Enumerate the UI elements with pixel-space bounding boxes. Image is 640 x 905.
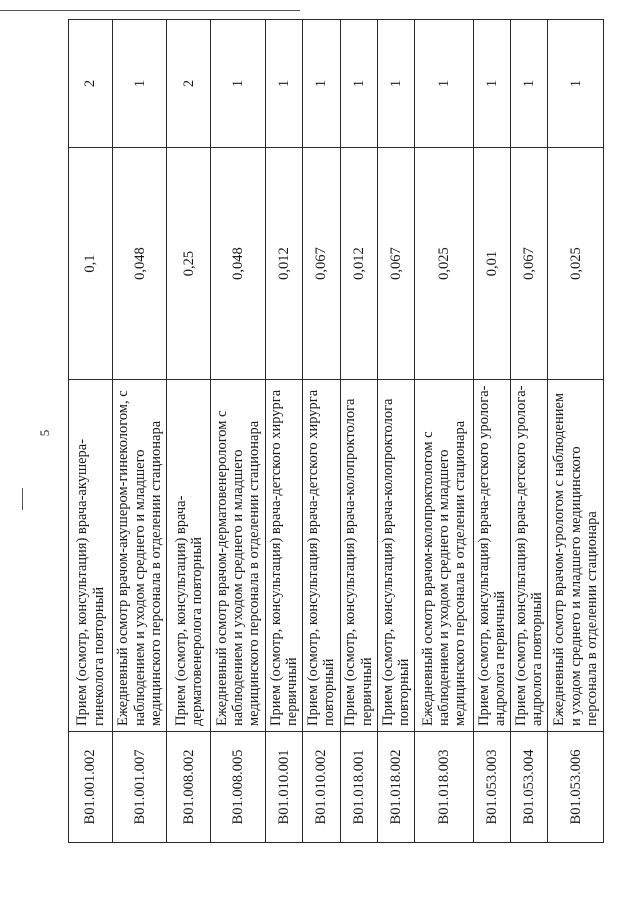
frequency-rate: 0,1: [69, 148, 113, 380]
service-code: B01.053.004: [511, 732, 548, 843]
multiplicity: 1: [211, 20, 266, 148]
service-name: Прием (осмотр, консультация) врача-детского уролога-андролога первичный: [473, 380, 510, 732]
table-row: [113, 20, 167, 843]
service-code: B01.018.003: [415, 732, 474, 843]
frequency-rate: 0,067: [377, 148, 414, 380]
service-code: B01.008.005: [211, 732, 266, 843]
multiplicity: 2: [69, 20, 113, 148]
multiplicity: 1: [303, 20, 340, 148]
table-row: [548, 20, 604, 843]
service-code: B01.053.003: [473, 732, 510, 843]
multiplicity: 1: [548, 20, 604, 148]
service-name: Прием (осмотр, консультация) врача-детского хирурга повторный: [303, 380, 340, 732]
table-row: [340, 20, 377, 843]
table-row: [69, 20, 113, 843]
multiplicity: 1: [113, 20, 167, 148]
service-name: Ежедневный осмотр врачом-акушером-гинекологом, с наблюдением и уходом среднего и младшего медицинского персонала в отделении стационара: [113, 380, 167, 732]
table-row: [266, 20, 303, 843]
frequency-rate: 0,025: [548, 148, 604, 380]
frequency-rate: 0,012: [266, 148, 303, 380]
frequency-rate: 0,048: [113, 148, 167, 380]
frequency-rate: 0,067: [511, 148, 548, 380]
service-code: B01.010.001: [266, 732, 303, 843]
service-name: Прием (осмотр, консультация) врача-колопроктолога первичный: [340, 380, 377, 732]
multiplicity: 1: [473, 20, 510, 148]
service-code: B01.001.002: [69, 732, 113, 843]
table-row: [377, 20, 414, 843]
frequency-rate: 0,25: [167, 148, 211, 380]
table-row: [167, 20, 211, 843]
multiplicity: 1: [266, 20, 303, 148]
frequency-rate: 0,067: [303, 148, 340, 380]
service-code: B01.001.007: [113, 732, 167, 843]
multiplicity: 1: [340, 20, 377, 148]
service-name: Прием (осмотр, консультация) врача-дерматовенеролога повторный: [167, 380, 211, 732]
frequency-rate: 0,01: [473, 148, 510, 380]
service-code: B01.018.001: [340, 732, 377, 843]
table-row: [211, 20, 266, 843]
multiplicity: 2: [167, 20, 211, 148]
page-number: 5: [37, 429, 52, 437]
service-code: B01.053.006: [548, 732, 604, 843]
multiplicity: 1: [415, 20, 474, 148]
service-code: B01.010.002: [303, 732, 340, 843]
table-row: [473, 20, 510, 843]
service-name: Прием (осмотр, консультация) врача-колопроктолога повторный: [377, 380, 414, 732]
scan-artifact-left: [22, 488, 23, 510]
service-name: Прием (осмотр, консультация) врача-акушера-гинеколога повторный: [69, 380, 113, 732]
multiplicity: 1: [377, 20, 414, 148]
service-name: Ежедневный осмотр врачом-колопроктологом с наблюдением и уходом среднего и младшего медицинского персонала в отделении стационара: [415, 380, 474, 732]
service-code: B01.008.002: [167, 732, 211, 843]
frequency-rate: 0,025: [415, 148, 474, 380]
frequency-rate: 0,048: [211, 148, 266, 380]
multiplicity: 1: [511, 20, 548, 148]
service-name: Прием (осмотр, консультация) врача-детского хирурга первичный: [266, 380, 303, 732]
service-code: B01.018.002: [377, 732, 414, 843]
service-name: Ежедневный осмотр врачом-урологом с наблюдением и уходом среднего и младшего медицинского персонала в отделении стационара: [548, 380, 604, 732]
scan-artifact-top: [0, 10, 300, 11]
table-row: [415, 20, 474, 843]
medical-services-table: [68, 19, 604, 843]
frequency-rate: 0,012: [340, 148, 377, 380]
rotated-table-container: [68, 20, 604, 843]
table-row: [303, 20, 340, 843]
table-row: [511, 20, 548, 843]
service-name: Ежедневный осмотр врачом-дерматовенерологом с наблюдением и уходом среднего и младшего медицинского персонала в отделении стационара: [211, 380, 266, 732]
service-name: Прием (осмотр, консультация) врача-детского уролога-андролога повторный: [511, 380, 548, 732]
